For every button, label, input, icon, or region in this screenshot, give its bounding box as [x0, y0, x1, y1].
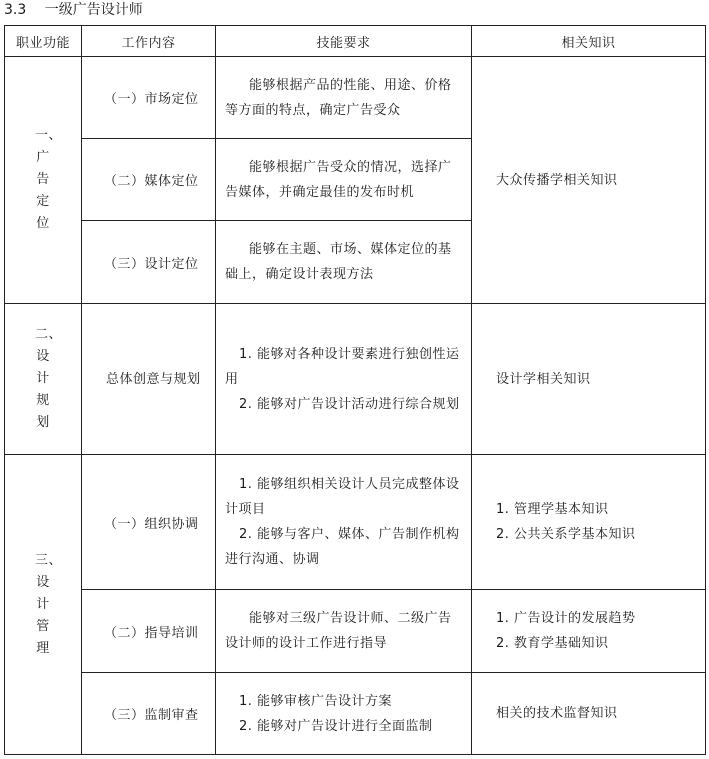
section-number: 3.3: [4, 2, 27, 18]
work-content-cell: （一）市场定位: [82, 57, 216, 139]
knowledge-line: 相关的技术监督知识: [496, 706, 618, 721]
knowledge-cell: [472, 304, 706, 455]
function-label: 二、设计规划: [35, 327, 63, 430]
skill-line: 能够在主题、市场、媒体定位的基础上，确定设计表现方法: [225, 242, 452, 282]
header-skill-requirements: 技能要求: [216, 26, 472, 57]
section-title: 一级广告设计师: [44, 2, 143, 18]
table-row: [5, 57, 706, 139]
table-row: [5, 304, 706, 455]
header-row: [5, 26, 706, 57]
table-row: [5, 590, 706, 673]
skill-cell: [216, 221, 472, 304]
skill-line: 能够对三级广告设计师、二级广告设计师的设计工作进行指导: [225, 611, 452, 651]
skill-line: 1. 能够对各种设计要素进行独创性运用: [225, 346, 460, 387]
work-content-text: 总体创意与规划: [106, 371, 201, 387]
work-content-cell: （三）监制审查: [82, 673, 216, 755]
knowledge-line: 2. 公共关系学基本知识: [496, 527, 636, 542]
knowledge-line: 设计学相关知识: [496, 371, 591, 387]
work-content-cell: （三）设计定位: [82, 221, 216, 304]
work-content-cell: （二）媒体定位: [82, 139, 216, 221]
skill-cell: [216, 304, 472, 455]
work-content-cell: （一）组织协调: [82, 455, 216, 590]
skill-line: 2. 能够与客户、媒体、广告制作机构进行沟通、协调: [225, 527, 460, 567]
function-cell: [5, 57, 82, 304]
function-label: 一、广告定位: [35, 128, 63, 231]
skill-line: 2. 能够对广告设计活动进行综合规划: [239, 396, 460, 412]
work-content-cell: （二）指导培训: [82, 590, 216, 673]
skill-standard-table: [4, 25, 706, 755]
skill-cell: [216, 455, 472, 590]
knowledge-cell: [472, 455, 706, 590]
header-function: 职业功能: [5, 26, 82, 57]
knowledge-cell: [472, 590, 706, 673]
skill-line: 能够根据广告受众的情况，选择广告媒体，并确定最佳的发布时机: [225, 159, 452, 200]
knowledge-cell: [472, 57, 706, 304]
knowledge-line: 2. 教育学基础知识: [496, 636, 609, 651]
function-cell: [5, 304, 82, 455]
knowledge-line: 大众传播学相关知识: [496, 172, 618, 188]
skill-line: 1. 能够审核广告设计方案: [239, 693, 393, 709]
skill-cell: [216, 57, 472, 139]
knowledge-line: 1. 管理学基本知识: [496, 502, 609, 517]
function-label: 三、设计管理: [35, 552, 63, 656]
table-row: [5, 455, 706, 590]
skill-line: 2. 能够对广告设计进行全面监制: [239, 718, 433, 734]
section-heading: [4, 1, 143, 19]
skill-line: 1. 能够组织相关设计人员完成整体设计项目: [225, 477, 460, 517]
header-related-knowledge: 相关知识: [472, 26, 706, 57]
knowledge-cell: [472, 673, 706, 755]
header-work-content: 工作内容: [82, 26, 216, 57]
skill-cell: [216, 673, 472, 755]
function-cell: [5, 455, 82, 755]
table-row: [5, 673, 706, 755]
skill-line: 能够根据产品的性能、用途、价格等方面的特点，确定广告受众: [225, 77, 452, 118]
knowledge-line: 1. 广告设计的发展趋势: [496, 611, 636, 626]
work-content-cell: [82, 304, 216, 455]
skill-cell: [216, 590, 472, 673]
skill-cell: [216, 139, 472, 221]
